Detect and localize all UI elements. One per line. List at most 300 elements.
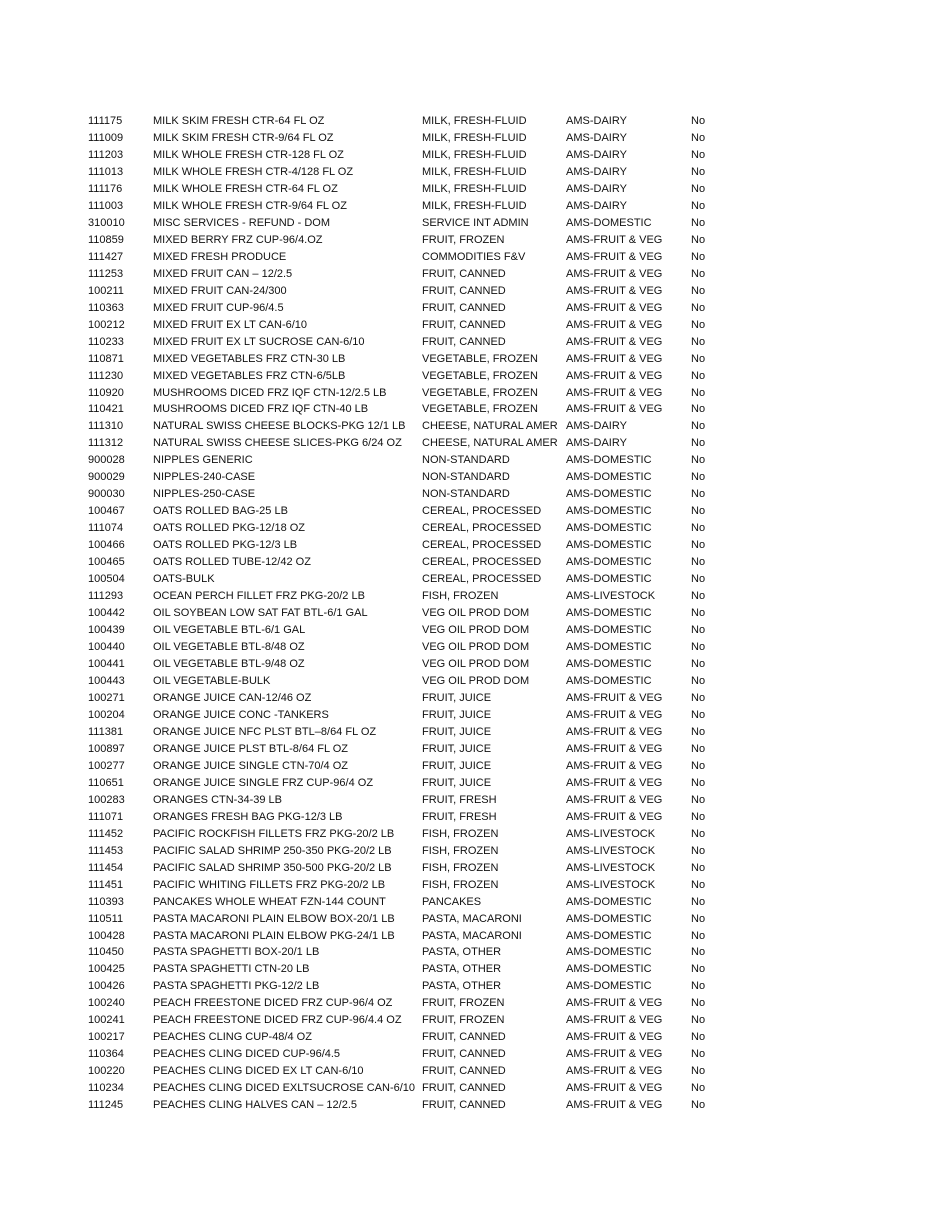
commodity-category-cell: FISH, FROZEN bbox=[422, 878, 499, 891]
material-description-cell: OCEAN PERCH FILLET FRZ PKG-20/2 LB bbox=[153, 590, 365, 603]
material-description-cell: MIXED VEGETABLES FRZ CTN-6/5LB bbox=[153, 369, 346, 382]
material-code-cell: 110421 bbox=[88, 403, 124, 416]
agency-cell: AMS-DOMESTIC bbox=[566, 454, 652, 467]
material-description-cell: MILK WHOLE FRESH CTR-128 FL OZ bbox=[153, 148, 344, 161]
material-description-cell: PACIFIC SALAD SHRIMP 250-350 PKG-20/2 LB bbox=[153, 844, 392, 857]
material-description-cell: MILK SKIM FRESH CTR-64 FL OZ bbox=[153, 115, 325, 127]
material-code-cell: 111253 bbox=[88, 267, 124, 280]
table-row bbox=[88, 639, 848, 656]
commodity-category-cell: PASTA, OTHER bbox=[422, 980, 502, 993]
material-description-cell: ORANGES CTN-34-39 LB bbox=[153, 793, 282, 806]
material-code-cell: 310010 bbox=[88, 216, 125, 229]
material-code-cell: 100441 bbox=[88, 658, 125, 670]
flag-cell: No bbox=[691, 556, 706, 569]
flag-cell: No bbox=[691, 454, 706, 467]
material-code-cell: 111009 bbox=[88, 131, 124, 144]
commodity-category-cell: VEG OIL PROD DOM bbox=[422, 607, 530, 620]
flag-cell: No bbox=[691, 929, 706, 942]
material-description-cell: OIL VEGETABLE BTL-9/48 OZ bbox=[153, 658, 305, 670]
flag-cell: No bbox=[691, 250, 706, 263]
agency-cell: AMS-FRUIT & VEG bbox=[566, 301, 663, 314]
table-row bbox=[88, 894, 848, 911]
agency-cell: AMS-DOMESTIC bbox=[566, 641, 652, 654]
table-row bbox=[88, 911, 848, 928]
table-row bbox=[88, 401, 848, 418]
flag-cell: No bbox=[691, 386, 706, 399]
material-description-cell: MIXED BERRY FRZ CUP-96/4.OZ bbox=[153, 233, 323, 246]
agency-cell: AMS-LIVESTOCK bbox=[566, 878, 656, 891]
flag-cell: No bbox=[691, 708, 706, 721]
table-row bbox=[88, 995, 848, 1012]
table-row bbox=[88, 758, 848, 775]
material-code-cell: 100428 bbox=[88, 929, 125, 942]
table-row bbox=[88, 978, 848, 995]
material-code-cell: 100439 bbox=[88, 624, 125, 637]
material-code-cell: 100897 bbox=[88, 742, 125, 755]
flag-cell: No bbox=[691, 437, 706, 450]
agency-cell: AMS-DOMESTIC bbox=[566, 556, 652, 569]
commodity-category-cell: CHEESE, NATURAL AMER bbox=[422, 420, 558, 433]
table-row bbox=[88, 435, 848, 452]
flag-cell: No bbox=[691, 505, 706, 518]
material-description-cell: PACIFIC SALAD SHRIMP 350-500 PKG-20/2 LB bbox=[153, 861, 392, 874]
table-row bbox=[88, 622, 848, 639]
agency-cell: AMS-DOMESTIC bbox=[566, 929, 652, 942]
material-code-cell: 100465 bbox=[88, 556, 125, 569]
material-description-cell: NATURAL SWISS CHEESE BLOCKS-PKG 12/1 LB bbox=[153, 420, 406, 433]
commodity-category-cell: FRUIT, FROZEN bbox=[422, 233, 505, 246]
commodity-category-cell: NON-STANDARD bbox=[422, 471, 510, 484]
table-row bbox=[88, 113, 848, 130]
table-row bbox=[88, 520, 848, 537]
agency-cell: AMS-FRUIT & VEG bbox=[566, 403, 663, 416]
commodity-category-cell: FRUIT, FRESH bbox=[422, 810, 497, 823]
agency-cell: AMS-FRUIT & VEG bbox=[566, 1082, 663, 1095]
table-row bbox=[88, 300, 848, 317]
agency-cell: AMS-FRUIT & VEG bbox=[566, 318, 663, 331]
material-code-cell: 110364 bbox=[88, 1048, 124, 1061]
table-row bbox=[88, 724, 848, 741]
material-code-cell: 111312 bbox=[88, 437, 124, 450]
table-row bbox=[88, 249, 848, 266]
material-code-cell: 111293 bbox=[88, 590, 124, 603]
agency-cell: AMS-DOMESTIC bbox=[566, 216, 652, 229]
commodity-category-cell: FRUIT, CANNED bbox=[422, 1099, 506, 1112]
commodity-category-cell: FISH, FROZEN bbox=[422, 590, 499, 603]
agency-cell: AMS-FRUIT & VEG bbox=[566, 810, 663, 823]
material-description-cell: ORANGE JUICE CAN-12/46 OZ bbox=[153, 691, 312, 704]
table-row bbox=[88, 1046, 848, 1063]
flag-cell: No bbox=[691, 115, 706, 127]
commodity-category-cell: FRUIT, JUICE bbox=[422, 742, 492, 755]
agency-cell: AMS-DAIRY bbox=[566, 148, 627, 161]
commodity-category-cell: MILK, FRESH-FLUID bbox=[422, 199, 527, 212]
material-code-cell: 100467 bbox=[88, 505, 125, 518]
flag-cell: No bbox=[691, 148, 706, 161]
agency-cell: AMS-FRUIT & VEG bbox=[566, 742, 663, 755]
agency-cell: AMS-FRUIT & VEG bbox=[566, 708, 663, 721]
commodity-category-cell: VEGETABLE, FROZEN bbox=[422, 369, 538, 382]
material-description-cell: MILK WHOLE FRESH CTR-9/64 FL OZ bbox=[153, 199, 347, 212]
material-description-cell: PEACHES CLING CUP-48/4 OZ bbox=[153, 1031, 312, 1044]
material-description-cell: OATS ROLLED PKG-12/18 OZ bbox=[153, 522, 306, 535]
agency-cell: AMS-DAIRY bbox=[566, 437, 627, 450]
commodity-category-cell: CEREAL, PROCESSED bbox=[422, 539, 542, 552]
commodity-category-cell: CHEESE, NATURAL AMER bbox=[422, 437, 558, 450]
commodity-category-cell: PASTA, MACARONI bbox=[422, 929, 522, 942]
commodity-category-cell: CEREAL, PROCESSED bbox=[422, 556, 542, 569]
agency-cell: AMS-FRUIT & VEG bbox=[566, 776, 663, 789]
flag-cell: No bbox=[691, 810, 706, 823]
material-description-cell: ORANGE JUICE SINGLE FRZ CUP-96/4 OZ bbox=[153, 776, 374, 789]
agency-cell: AMS-DOMESTIC bbox=[566, 471, 652, 484]
agency-cell: AMS-DAIRY bbox=[566, 131, 627, 144]
flag-cell: No bbox=[691, 607, 706, 620]
material-code-cell: 111454 bbox=[88, 861, 124, 874]
commodity-category-cell: SERVICE INT ADMIN bbox=[422, 216, 529, 229]
agency-cell: AMS-FRUIT & VEG bbox=[566, 793, 663, 806]
material-code-cell: 110233 bbox=[88, 335, 124, 348]
flag-cell: No bbox=[691, 912, 706, 925]
agency-cell: AMS-FRUIT & VEG bbox=[566, 267, 663, 280]
commodity-category-cell: VEG OIL PROD DOM bbox=[422, 641, 530, 654]
table-row bbox=[88, 283, 848, 300]
flag-cell: No bbox=[691, 1048, 706, 1061]
table-row bbox=[88, 164, 848, 181]
commodity-category-cell: FRUIT, JUICE bbox=[422, 691, 492, 704]
flag-cell: No bbox=[691, 590, 706, 603]
agency-cell: AMS-FRUIT & VEG bbox=[566, 233, 663, 246]
material-description-cell: ORANGE JUICE NFC PLST BTL–8/64 FL OZ bbox=[153, 725, 377, 738]
agency-cell: AMS-FRUIT & VEG bbox=[566, 1048, 663, 1061]
agency-cell: AMS-DAIRY bbox=[566, 115, 627, 127]
table-row bbox=[88, 605, 848, 622]
table-row bbox=[88, 860, 848, 877]
flag-cell: No bbox=[691, 793, 706, 806]
commodity-category-cell: VEG OIL PROD DOM bbox=[422, 624, 530, 637]
material-description-cell: PEACH FREESTONE DICED FRZ CUP-96/4 OZ bbox=[153, 997, 393, 1010]
commodity-category-cell: PASTA, OTHER bbox=[422, 946, 502, 959]
commodity-category-cell: FRUIT, CANNED bbox=[422, 1048, 506, 1061]
flag-cell: No bbox=[691, 488, 706, 501]
material-description-cell: MIXED FRUIT CUP-96/4.5 bbox=[153, 301, 284, 314]
commodity-category-cell: MILK, FRESH-FLUID bbox=[422, 131, 527, 144]
material-description-cell: PASTA MACARONI PLAIN ELBOW BOX-20/1 LB bbox=[153, 912, 395, 925]
table-row bbox=[88, 961, 848, 978]
material-code-cell: 111453 bbox=[88, 844, 124, 857]
material-description-cell: PACIFIC WHITING FILLETS FRZ PKG-20/2 LB bbox=[153, 878, 386, 891]
table-row bbox=[88, 673, 848, 690]
commodity-category-cell: FRUIT, CANNED bbox=[422, 318, 506, 331]
agency-cell: AMS-LIVESTOCK bbox=[566, 861, 656, 874]
material-code-cell: 110234 bbox=[88, 1082, 124, 1095]
flag-cell: No bbox=[691, 674, 706, 687]
material-description-cell: PACIFIC ROCKFISH FILLETS FRZ PKG-20/2 LB bbox=[153, 827, 395, 840]
commodity-category-cell: PASTA, MACARONI bbox=[422, 912, 522, 925]
material-code-cell: 110859 bbox=[88, 233, 124, 246]
material-code-cell: 110871 bbox=[88, 352, 124, 365]
table-row bbox=[88, 503, 848, 520]
material-code-cell: 100271 bbox=[88, 691, 125, 704]
material-description-cell: OIL SOYBEAN LOW SAT FAT BTL-6/1 GAL bbox=[153, 607, 368, 620]
material-code-cell: 111175 bbox=[88, 115, 123, 127]
material-code-cell: 110511 bbox=[88, 912, 124, 925]
commodity-category-cell: CEREAL, PROCESSED bbox=[422, 573, 542, 586]
material-code-cell: 100283 bbox=[88, 793, 125, 806]
flag-cell: No bbox=[691, 725, 706, 738]
material-description-cell: NIPPLES-250-CASE bbox=[153, 488, 256, 501]
commodity-category-cell: FISH, FROZEN bbox=[422, 827, 499, 840]
table-row bbox=[88, 351, 848, 368]
commodity-category-cell: VEGETABLE, FROZEN bbox=[422, 352, 538, 365]
material-description-cell: MISC SERVICES - REFUND - DOM bbox=[153, 216, 331, 229]
agency-cell: AMS-FRUIT & VEG bbox=[566, 284, 663, 297]
table-row bbox=[88, 571, 848, 588]
material-description-cell: PANCAKES WHOLE WHEAT FZN-144 COUNT bbox=[153, 895, 386, 908]
table-row bbox=[88, 537, 848, 554]
flag-cell: No bbox=[691, 216, 706, 229]
material-description-cell: MIXED FRUIT CAN – 12/2.5 bbox=[153, 267, 293, 280]
flag-cell: No bbox=[691, 827, 706, 840]
flag-cell: No bbox=[691, 963, 706, 976]
commodity-category-cell: FRUIT, FRESH bbox=[422, 793, 497, 806]
flag-cell: No bbox=[691, 131, 706, 144]
flag-cell: No bbox=[691, 522, 706, 535]
material-description-cell: PASTA MACARONI PLAIN ELBOW PKG-24/1 LB bbox=[153, 929, 395, 942]
flag-cell: No bbox=[691, 182, 706, 195]
flag-cell: No bbox=[691, 335, 706, 348]
commodity-category-cell: CEREAL, PROCESSED bbox=[422, 505, 542, 518]
agency-cell: AMS-DOMESTIC bbox=[566, 573, 652, 586]
material-code-cell: 100212 bbox=[88, 318, 125, 331]
agency-cell: AMS-DOMESTIC bbox=[566, 505, 652, 518]
agency-cell: AMS-DOMESTIC bbox=[566, 658, 652, 670]
agency-cell: AMS-FRUIT & VEG bbox=[566, 352, 663, 365]
table-row bbox=[88, 1029, 848, 1046]
material-code-cell: 111003 bbox=[88, 199, 124, 212]
agency-cell: AMS-DAIRY bbox=[566, 420, 627, 433]
flag-cell: No bbox=[691, 895, 706, 908]
material-code-cell: 900030 bbox=[88, 488, 125, 501]
flag-cell: No bbox=[691, 471, 706, 484]
flag-cell: No bbox=[691, 742, 706, 755]
table-row bbox=[88, 944, 848, 961]
material-code-cell: 111203 bbox=[88, 148, 124, 161]
material-code-cell: 100466 bbox=[88, 539, 125, 552]
material-code-cell: 111230 bbox=[88, 369, 124, 382]
commodity-category-cell: FRUIT, CANNED bbox=[422, 267, 506, 280]
table-row bbox=[88, 656, 848, 673]
material-code-cell: 100204 bbox=[88, 708, 125, 721]
flag-cell: No bbox=[691, 641, 706, 654]
table-row bbox=[88, 232, 848, 249]
commodity-category-cell: FRUIT, CANNED bbox=[422, 284, 506, 297]
agency-cell: AMS-DOMESTIC bbox=[566, 522, 652, 535]
commodity-category-cell: MILK, FRESH-FLUID bbox=[422, 115, 527, 127]
table-row bbox=[88, 317, 848, 334]
table-row bbox=[88, 266, 848, 283]
table-row bbox=[88, 792, 848, 809]
material-code-cell: 100241 bbox=[88, 1014, 125, 1027]
commodity-category-cell: FRUIT, CANNED bbox=[422, 1065, 506, 1078]
table-row bbox=[88, 198, 848, 215]
commodity-category-cell: MILK, FRESH-FLUID bbox=[422, 165, 527, 178]
agency-cell: AMS-DOMESTIC bbox=[566, 674, 652, 687]
material-code-cell: 110450 bbox=[88, 946, 124, 959]
flag-cell: No bbox=[691, 352, 706, 365]
commodity-category-cell: VEGETABLE, FROZEN bbox=[422, 403, 538, 416]
flag-cell: No bbox=[691, 420, 706, 433]
material-description-cell: MILK SKIM FRESH CTR-9/64 FL OZ bbox=[153, 131, 334, 144]
flag-cell: No bbox=[691, 403, 706, 416]
table-row bbox=[88, 469, 848, 486]
flag-cell: No bbox=[691, 658, 706, 670]
material-description-cell: OATS-BULK bbox=[153, 573, 215, 586]
commodity-category-cell: FRUIT, JUICE bbox=[422, 725, 492, 738]
material-code-cell: 111074 bbox=[88, 522, 124, 535]
agency-cell: AMS-FRUIT & VEG bbox=[566, 386, 663, 399]
flag-cell: No bbox=[691, 878, 706, 891]
commodity-category-cell: FRUIT, CANNED bbox=[422, 335, 506, 348]
material-code-cell: 111427 bbox=[88, 250, 124, 263]
commodity-category-cell: PASTA, OTHER bbox=[422, 963, 502, 976]
material-code-cell: 100504 bbox=[88, 573, 125, 586]
material-code-cell: 100426 bbox=[88, 980, 125, 993]
material-code-cell: 100277 bbox=[88, 759, 125, 772]
flag-cell: No bbox=[691, 1031, 706, 1044]
flag-cell: No bbox=[691, 624, 706, 637]
table-row bbox=[88, 215, 848, 232]
material-description-cell: MUSHROOMS DICED FRZ IQF CTN-40 LB bbox=[153, 403, 369, 416]
material-code-cell: 100217 bbox=[88, 1031, 125, 1044]
material-code-cell: 111381 bbox=[88, 725, 124, 738]
flag-cell: No bbox=[691, 776, 706, 789]
flag-cell: No bbox=[691, 1099, 706, 1112]
commodity-category-cell: FRUIT, JUICE bbox=[422, 708, 492, 721]
agency-cell: AMS-LIVESTOCK bbox=[566, 844, 656, 857]
agency-cell: AMS-LIVESTOCK bbox=[566, 827, 656, 840]
table-row bbox=[88, 877, 848, 894]
agency-cell: AMS-DAIRY bbox=[566, 165, 627, 178]
agency-cell: AMS-DAIRY bbox=[566, 182, 627, 195]
material-code-cell: 110393 bbox=[88, 895, 124, 908]
commodity-category-cell: VEG OIL PROD DOM bbox=[422, 674, 530, 687]
agency-cell: AMS-FRUIT & VEG bbox=[566, 997, 663, 1010]
agency-cell: AMS-DOMESTIC bbox=[566, 912, 652, 925]
commodity-category-cell: FISH, FROZEN bbox=[422, 844, 499, 857]
table-row bbox=[88, 554, 848, 571]
material-description-cell: OIL VEGETABLE BTL-6/1 GAL bbox=[153, 624, 306, 637]
material-code-cell: 100211 bbox=[88, 284, 124, 297]
flag-cell: No bbox=[691, 539, 706, 552]
material-description-cell: ORANGE JUICE PLST BTL-8/64 FL OZ bbox=[153, 742, 348, 755]
material-description-cell: MIXED FRUIT EX LT SUCROSE CAN-6/10 bbox=[153, 335, 365, 348]
flag-cell: No bbox=[691, 1014, 706, 1027]
material-code-cell: 100443 bbox=[88, 674, 125, 687]
flag-cell: No bbox=[691, 318, 706, 331]
table-row bbox=[88, 1097, 848, 1114]
material-description-cell: NATURAL SWISS CHEESE SLICES-PKG 6/24 OZ bbox=[153, 437, 402, 450]
material-code-cell: 110651 bbox=[88, 776, 124, 789]
material-description-cell: PEACHES CLING DICED EXLTSUCROSE CAN-6/10 bbox=[153, 1082, 416, 1095]
material-description-cell: PEACH FREESTONE DICED FRZ CUP-96/4.4 OZ bbox=[153, 1014, 402, 1027]
agency-cell: AMS-DAIRY bbox=[566, 199, 627, 212]
table-row bbox=[88, 809, 848, 826]
material-code-cell: 100440 bbox=[88, 641, 125, 654]
flag-cell: No bbox=[691, 267, 706, 280]
table-row bbox=[88, 147, 848, 164]
table-row bbox=[88, 368, 848, 385]
commodity-category-cell: NON-STANDARD bbox=[422, 454, 510, 467]
flag-cell: No bbox=[691, 980, 706, 993]
material-code-cell: 100442 bbox=[88, 607, 125, 620]
agency-cell: AMS-DOMESTIC bbox=[566, 539, 652, 552]
flag-cell: No bbox=[691, 199, 706, 212]
table-row bbox=[88, 181, 848, 198]
commodity-category-cell: FRUIT, JUICE bbox=[422, 759, 492, 772]
material-description-cell: MILK WHOLE FRESH CTR-64 FL OZ bbox=[153, 182, 338, 195]
table-row bbox=[88, 334, 848, 351]
table-row bbox=[88, 1012, 848, 1029]
agency-cell: AMS-DOMESTIC bbox=[566, 895, 652, 908]
flag-cell: No bbox=[691, 1065, 706, 1078]
flag-cell: No bbox=[691, 301, 706, 314]
material-description-cell: ORANGE JUICE CONC -TANKERS bbox=[153, 708, 329, 721]
commodity-category-cell: MILK, FRESH-FLUID bbox=[422, 182, 527, 195]
material-description-cell: NIPPLES GENERIC bbox=[153, 454, 253, 467]
material-description-cell: PASTA SPAGHETTI CTN-20 LB bbox=[153, 963, 310, 976]
table-row bbox=[88, 843, 848, 860]
material-code-cell: 111013 bbox=[88, 165, 124, 178]
material-code-cell: 111176 bbox=[88, 182, 123, 195]
table-row bbox=[88, 588, 848, 605]
material-description-cell: OATS ROLLED BAG-25 LB bbox=[153, 505, 288, 518]
material-description-cell: MIXED FRESH PRODUCE bbox=[153, 250, 287, 263]
material-description-cell: OATS ROLLED TUBE-12/42 OZ bbox=[153, 556, 311, 569]
material-description-cell: OATS ROLLED PKG-12/3 LB bbox=[153, 539, 298, 552]
table-row bbox=[88, 707, 848, 724]
agency-cell: AMS-DOMESTIC bbox=[566, 624, 652, 637]
flag-cell: No bbox=[691, 997, 706, 1010]
commodity-category-cell: VEG OIL PROD DOM bbox=[422, 658, 530, 670]
material-description-cell: OIL VEGETABLE BTL-8/48 OZ bbox=[153, 641, 305, 654]
flag-cell: No bbox=[691, 946, 706, 959]
material-description-cell: NIPPLES-240-CASE bbox=[153, 471, 256, 484]
commodity-category-cell: CEREAL, PROCESSED bbox=[422, 522, 542, 535]
flag-cell: No bbox=[691, 284, 706, 297]
table-row bbox=[88, 928, 848, 945]
material-code-cell: 110363 bbox=[88, 301, 124, 314]
table-row bbox=[88, 690, 848, 707]
flag-cell: No bbox=[691, 573, 706, 586]
agency-cell: AMS-FRUIT & VEG bbox=[566, 1065, 663, 1078]
commodity-category-cell: MILK, FRESH-FLUID bbox=[422, 148, 527, 161]
table-row bbox=[88, 486, 848, 503]
flag-cell: No bbox=[691, 1082, 706, 1095]
commodity-category-cell: FRUIT, FROZEN bbox=[422, 997, 505, 1010]
material-description-cell: PEACHES CLING HALVES CAN – 12/2.5 bbox=[153, 1099, 357, 1112]
table-row bbox=[88, 130, 848, 147]
agency-cell: AMS-FRUIT & VEG bbox=[566, 1031, 663, 1044]
table-row bbox=[88, 418, 848, 435]
agency-cell: AMS-DOMESTIC bbox=[566, 946, 652, 959]
material-code-cell: 111452 bbox=[88, 827, 124, 840]
agency-cell: AMS-DOMESTIC bbox=[566, 488, 652, 501]
material-description-cell: MIXED FRUIT EX LT CAN-6/10 bbox=[153, 318, 308, 331]
agency-cell: AMS-DOMESTIC bbox=[566, 980, 652, 993]
material-description-cell: MUSHROOMS DICED FRZ IQF CTN-12/2.5 LB bbox=[153, 386, 387, 399]
flag-cell: No bbox=[691, 165, 706, 178]
